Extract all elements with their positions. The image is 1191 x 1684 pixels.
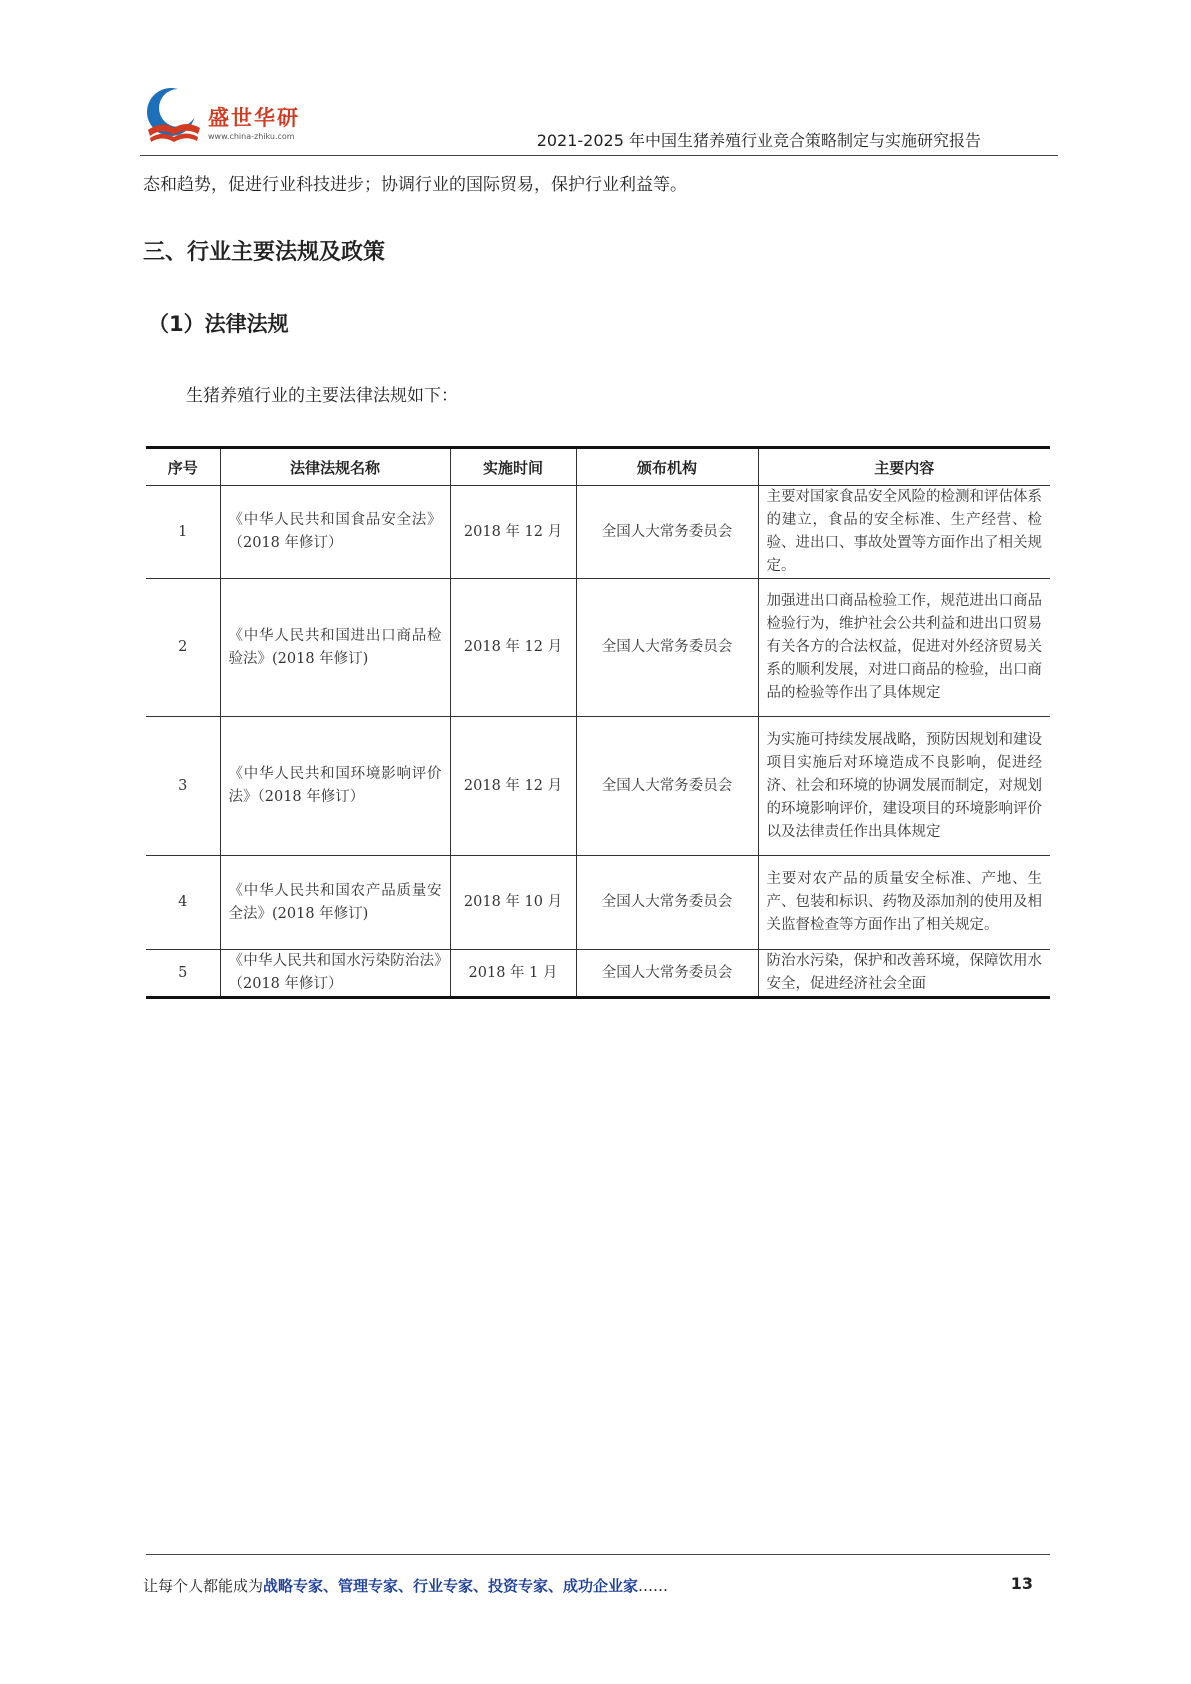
page-number: 13 (1010, 1574, 1033, 1593)
header-org: 颁布机构 (576, 448, 758, 486)
table-header-row (146, 448, 1050, 486)
cell-name: 《中华人民共和国农产品质量安全法》(2018 年修订) (220, 856, 450, 950)
cell-date: 2018 年 12 月 (450, 579, 576, 717)
logo-name: 盛世华研 (208, 106, 300, 130)
cell-name: 《中华人民共和国环境影响评价法》（2018 年修订） (220, 717, 450, 856)
cell-no: 3 (146, 717, 220, 856)
cell-content: 防治水污染，保护和改善环境，保障饮用水安全，促进经济社会全面 (758, 950, 1050, 998)
table-row (146, 486, 1050, 579)
cell-name: 《中华人民共和国水污染防治法》（2018 年修订） (220, 950, 450, 998)
cell-content: 加强进出口商品检验工作，规范进出口商品检验行为，维护社会公共利益和进出口贸易有关各方的合法权益，促进对外经济贸易关系的顺利发展，对进口商品的检验，出口商品的检验等作出了具体规定 (758, 579, 1050, 717)
sub-heading: （1）法律法规 (148, 312, 289, 336)
company-logo (140, 84, 310, 148)
cell-no: 5 (146, 950, 220, 998)
table-row (146, 856, 1050, 950)
table-row (146, 950, 1050, 998)
cell-date: 2018 年 1 月 (450, 950, 576, 998)
header-divider (140, 155, 1058, 156)
cell-no: 4 (146, 856, 220, 950)
header-name: 法律法规名称 (220, 448, 450, 486)
header-content: 主要内容 (758, 448, 1050, 486)
slogan-suffix: …… (638, 1577, 669, 1595)
cell-org: 全国人大常务委员会 (576, 579, 758, 717)
header-no: 序号 (146, 448, 220, 486)
cell-content: 为实施可持续发展战略，预防因规划和建设项目实施后对环境造成不良影响，促进经济、社会和环境的协调发展而制定，对规划的环境影响评价，建设项目的环境影响评价以及法律责任作出具体规定 (758, 717, 1050, 856)
cell-content: 主要对农产品的质量安全标准、产地、生产、包装和标识、药物及添加剂的使用及相关监督检查等方面作出了相关规定。 (758, 856, 1050, 950)
continued-paragraph: 态和趋势，促进行业科技进步；协调行业的国际贸易，保护行业利益等。 (143, 175, 687, 195)
section-heading: 三、行业主要法规及政策 (143, 240, 386, 265)
cell-name: 《中华人民共和国进出口商品检验法》(2018 年修订) (220, 579, 450, 717)
cell-date: 2018 年 12 月 (450, 486, 576, 579)
header-date: 实施时间 (450, 448, 576, 486)
cell-org: 全国人大常务委员会 (576, 856, 758, 950)
cell-org: 全国人大常务委员会 (576, 486, 758, 579)
cell-date: 2018 年 10 月 (450, 856, 576, 950)
cell-date: 2018 年 12 月 (450, 717, 576, 856)
intro-paragraph: 生猪养殖行业的主要法律法规如下： (186, 386, 458, 406)
slogan-prefix: 让每个人都能成为 (143, 1577, 264, 1595)
footer-slogan (143, 1575, 668, 1596)
slogan-highlight: 战略专家、管理专家、行业专家、投资专家、成功企业家 (263, 1577, 639, 1595)
laws-table (146, 446, 1050, 999)
cell-no: 2 (146, 579, 220, 717)
footer-divider (146, 1554, 1050, 1555)
table-row (146, 717, 1050, 856)
logo-url: www.china-zhiku.com (208, 132, 295, 141)
cell-no: 1 (146, 486, 220, 579)
table-row (146, 579, 1050, 717)
cell-name: 《中华人民共和国食品安全法》（2018 年修订） (220, 486, 450, 579)
logo-emblem-icon (140, 84, 206, 148)
report-title: 2021-2025 年中国生猪养殖行业竞合策略制定与实施研究报告 (536, 131, 981, 150)
cell-org: 全国人大常务委员会 (576, 717, 758, 856)
cell-org: 全国人大常务委员会 (576, 950, 758, 998)
cell-content: 主要对国家食品安全风险的检测和评估体系的建立，食品的安全标准、生产经营、检验、进出口、事故处置等方面作出了相关规定。 (758, 486, 1050, 579)
